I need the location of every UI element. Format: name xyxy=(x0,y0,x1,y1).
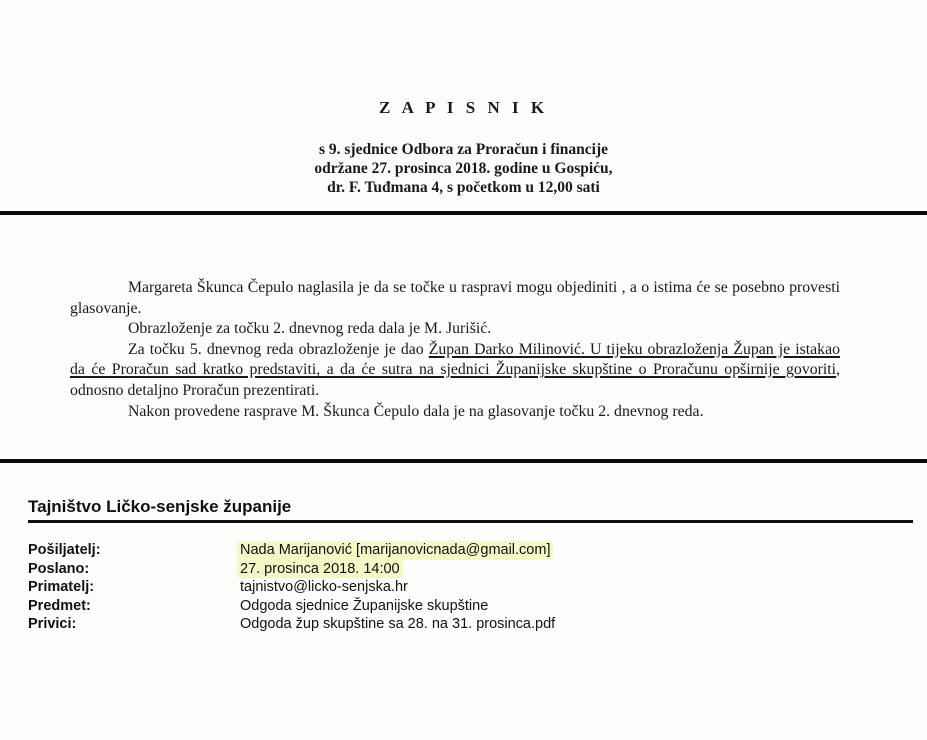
recipient-value: tajnistvo@licko-senjska.hr xyxy=(240,579,408,595)
email-field-row xyxy=(28,597,555,616)
email-heading-rule xyxy=(28,520,913,523)
paragraph-text: , odnosno detaljno Proračun prezentirati. xyxy=(70,361,840,399)
document-title: Z A P I S N I K xyxy=(378,98,549,117)
field-label: Privici: xyxy=(28,616,77,632)
field-label: Pošiljatelj: xyxy=(28,542,101,558)
field-label: Poslano: xyxy=(28,560,90,577)
field-label: Primatelj: xyxy=(28,579,95,595)
attachment-value: Odgoda žup skupštine sa 28. na 31. prosinca.pdf xyxy=(240,616,556,632)
underlined-passage: Župan Darko Milinović. U tijeku obrazloženja Župan je istakao da će Proračun sad kratko predstaviti, a da će sutra na sjednici Županijske skupštine o Proračunu opširnije govoriti xyxy=(70,340,840,379)
document-subtitle xyxy=(0,140,927,197)
email-field-row xyxy=(28,578,555,597)
email-header-fields xyxy=(28,541,555,634)
paragraph-text: Za točku 5. dnevnog reda obrazloženje je dao xyxy=(128,340,429,358)
email-field-row xyxy=(28,615,555,634)
paragraph xyxy=(70,340,840,402)
paragraph: Margareta Škunca Čepulo naglasila je da se točke u raspravi mogu objediniti , a o istima će se posebno provesti glasovanje. xyxy=(70,279,840,317)
paragraph: Nakon provedene rasprave M. Škunca Čepulo dala je na glasovanje točku 2. dnevnog reda. xyxy=(128,402,704,420)
sent-date-value: 27. prosinca 2018. 14:00 xyxy=(237,560,403,579)
section-divider xyxy=(0,459,927,463)
subtitle-line: dr. F. Tuđmana 4, s početkom u 12,00 sati xyxy=(327,179,600,196)
field-label: Predmet: xyxy=(28,597,91,614)
email-field-row xyxy=(28,560,555,579)
email-field-row xyxy=(28,541,555,560)
sender-value: Nada Marijanović [marijanovicnada@gmail.com] xyxy=(237,541,553,560)
minutes-body xyxy=(70,278,840,422)
subtitle-line: održane 27. prosinca 2018. godine u Gospiću, xyxy=(314,160,613,177)
paragraph: Obrazloženje za točku 2. dnevnog reda dala je M. Jurišić. xyxy=(128,320,492,338)
section-divider xyxy=(0,211,927,215)
email-heading: Tajništvo Ličko-senjske županije xyxy=(28,497,292,516)
subtitle-line: s 9. sjednice Odbora za Proračun i financije xyxy=(318,141,609,158)
subject-value: Odgoda sjednice Županijske skupštine xyxy=(240,597,489,614)
